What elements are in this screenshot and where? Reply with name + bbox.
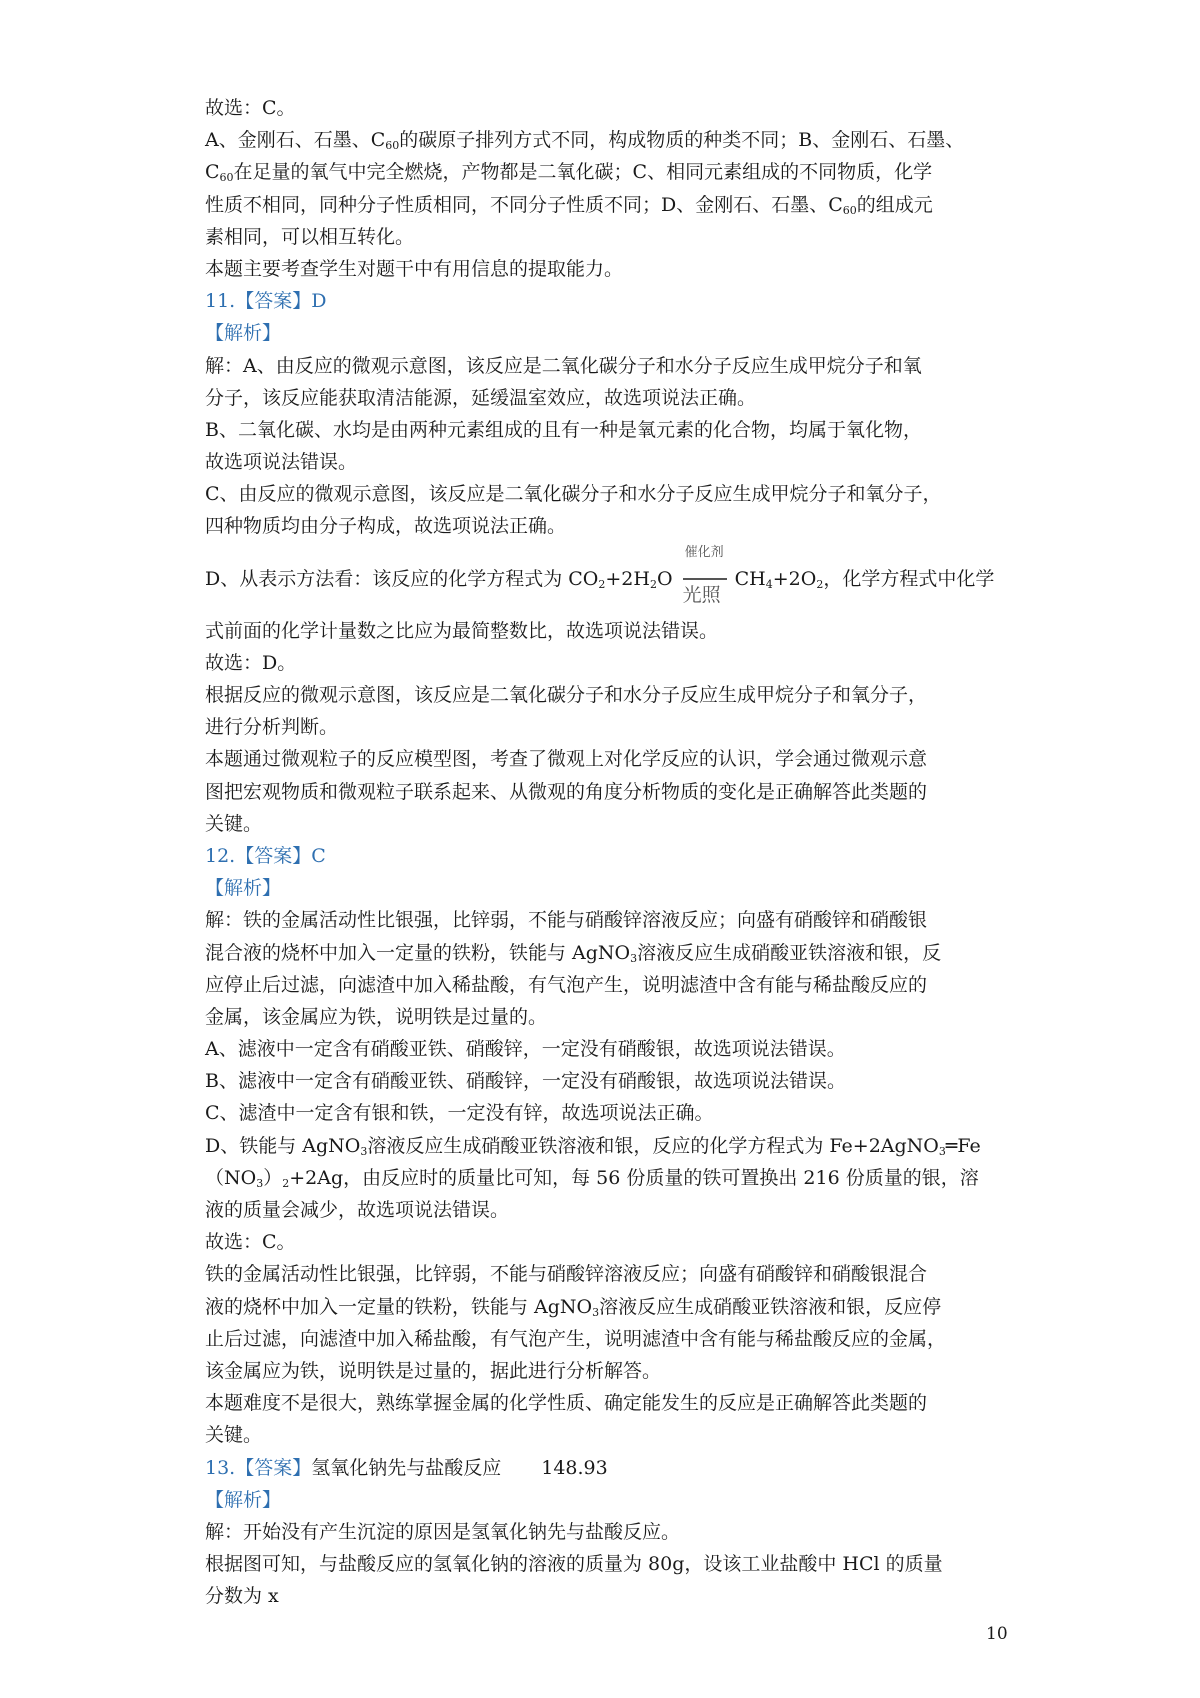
text-line: 素相同，可以相互转化。	[205, 225, 415, 248]
text-line: 该金属应为铁，说明铁是过量的，据此进行分析解答。	[205, 1359, 662, 1382]
text-line: 根据反应的微观示意图，该反应是二氧化碳分子和水分子反应生成甲烷分子和氧分子，	[205, 684, 928, 706]
text-line: 故选：C。	[205, 97, 296, 119]
text-line: 解：铁的金属活动性比银强，比锌弱，不能与硝酸锌溶液反应；向盛有硝酸锌和硝酸银	[205, 909, 928, 932]
page-number: 10	[986, 1624, 1008, 1644]
text-line: 混合液的烧杯中加入一定量的铁粉，铁能与 AgNO$_3$溶液反应生成硝酸亚铁溶液和银，反	[205, 941, 942, 965]
analysis-heading-13: 【解析】	[205, 1488, 282, 1511]
text-line: B、滤液中一定含有硝酸亚铁、硝酸锌，一定没有硝酸银，故选项说法错误。	[205, 1070, 846, 1093]
text-line: 四种物质均由分子构成，故选项说法正确。	[205, 515, 567, 538]
text-line: 铁的金属活动性比银强，比锌弱，不能与硝酸锌溶液反应；向盛有硝酸锌和硝酸银混合	[205, 1263, 928, 1286]
text-line: 本题主要考查学生对题干中有用信息的提取能力。	[205, 257, 624, 280]
text-line: 进行分析判断。	[205, 716, 339, 739]
text-line: 关键。	[205, 812, 263, 835]
text-line: 故选项说法错误。	[205, 451, 358, 474]
text-line: $(NO_3)_2+2Ag$，由反应时的质量比可知，每 56 份质量的铁可置换出 216 份质量的银，溶	[205, 1166, 979, 1190]
reaction-condition	[679, 543, 729, 615]
text-line: A、滤液中一定含有硝酸亚铁、硝酸锌，一定没有硝酸银，故选项说法错误。	[205, 1038, 846, 1061]
answer-value-13: 148.93	[541, 1456, 608, 1479]
text-line: B、二氧化碳、水均是由两种元素组成的且有一种是氧元素的化合物，均属于氧化物，	[205, 418, 922, 441]
text-line: $C_{60}$在足量的氧气中完全燃烧，产物都是二氧化碳；C、相同元素组成的不同物质，化学	[205, 161, 933, 185]
text-line: 止后过滤，向滤渣中加入稀盐酸，有气泡产生，说明滤渣中含有能与稀盐酸反应的金属，	[205, 1327, 947, 1350]
text-line: C、滤渣中一定含有银和铁，一定没有锌，故选项说法正确。	[205, 1102, 714, 1125]
text-line: 性质不相同，同种分子性质相同，不同分子性质不同；D、金刚石、石墨、$C_{60}$的组成元	[205, 193, 933, 217]
text-line: 液的烧杯中加入一定量的铁粉，铁能与 AgNO$_3$溶液反应生成硝酸亚铁溶液和银，反应停	[205, 1295, 942, 1319]
answer-heading-11: 11.【答案】D	[205, 290, 327, 313]
text-line: 解：开始没有产生沉淀的原因是氢氧化钠先与盐酸反应。	[205, 1520, 681, 1543]
chemical-equation-line: D、从表示方法看：该反应的化学方程式为 $CO_2+2H_2O$ 催化剂 光照 $CH_4+2O_2$，化学方程式中化学	[205, 543, 1005, 615]
text-line: 关键。	[205, 1424, 263, 1447]
text-line: 解：A、由反应的微观示意图，该反应是二氧化碳分子和水分子反应生成甲烷分子和氧	[205, 354, 922, 377]
reaction-arrow-bar	[683, 578, 727, 580]
text-line: 液的质量会减少，故选项说法错误。	[205, 1199, 510, 1221]
text-line: 根据图可知，与盐酸反应的氢氧化钠的溶液的质量为 80g，设该工业盐酸中 HCl 的质量	[205, 1553, 943, 1576]
text-line: 金属，该金属应为铁，说明铁是过量的。	[205, 1005, 548, 1028]
text-line: 故选：C。	[205, 1231, 296, 1254]
text-line: C、由反应的微观示意图，该反应是二氧化碳分子和水分子反应生成甲烷分子和氧分子，	[205, 483, 942, 506]
text-line: 应停止后过滤，向滤渣中加入稀盐酸，有气泡产生，说明滤渣中含有能与稀盐酸反应的	[205, 973, 928, 996]
text-line: 图把宏观物质和微观粒子联系起来、从微观的角度分析物质的变化是正确解答此类题的	[205, 780, 928, 803]
text-line: A、金刚石、石墨、$C_{60}$的碳原子排列方式不同，构成物质的种类不同；B、金刚石、石墨、	[205, 129, 965, 153]
condition-catalyst: 催化剂	[684, 544, 724, 560]
text-line: 式前面的化学计量数之比应为最简整数比，故选项说法错误。	[205, 619, 719, 642]
answer-heading-13: 13.【答案】	[205, 1456, 312, 1479]
text-line: 本题难度不是很大，熟练掌握金属的化学性质、确定能发生的反应是正确解答此类题的	[205, 1392, 928, 1415]
analysis-heading-11: 【解析】	[205, 322, 282, 345]
text-line: 故选：D。	[205, 651, 297, 674]
condition-light: 光照	[682, 583, 721, 606]
answer-heading-12: 12.【答案】C	[205, 844, 326, 867]
text-line: D、铁能与 AgNO$_3$溶液反应生成硝酸亚铁溶液和银，反应的化学方程式为 Fe+2AgNO$_3$═Fe	[205, 1134, 981, 1158]
text-line: 本题通过微观粒子的反应模型图，考查了微观上对化学反应的认识，学会通过微观示意	[205, 748, 928, 771]
analysis-heading-12: 【解析】	[205, 877, 282, 900]
answer-line-13	[205, 1452, 1005, 1484]
text-line: 分子，该反应能获取清洁能源，延缓温室效应，故选项说法正确。	[205, 386, 757, 409]
answer-text-13: 氢氧化钠先与盐酸反应	[311, 1456, 502, 1479]
text-line: 分数为 x	[205, 1585, 279, 1608]
document-page	[205, 92, 1005, 1612]
